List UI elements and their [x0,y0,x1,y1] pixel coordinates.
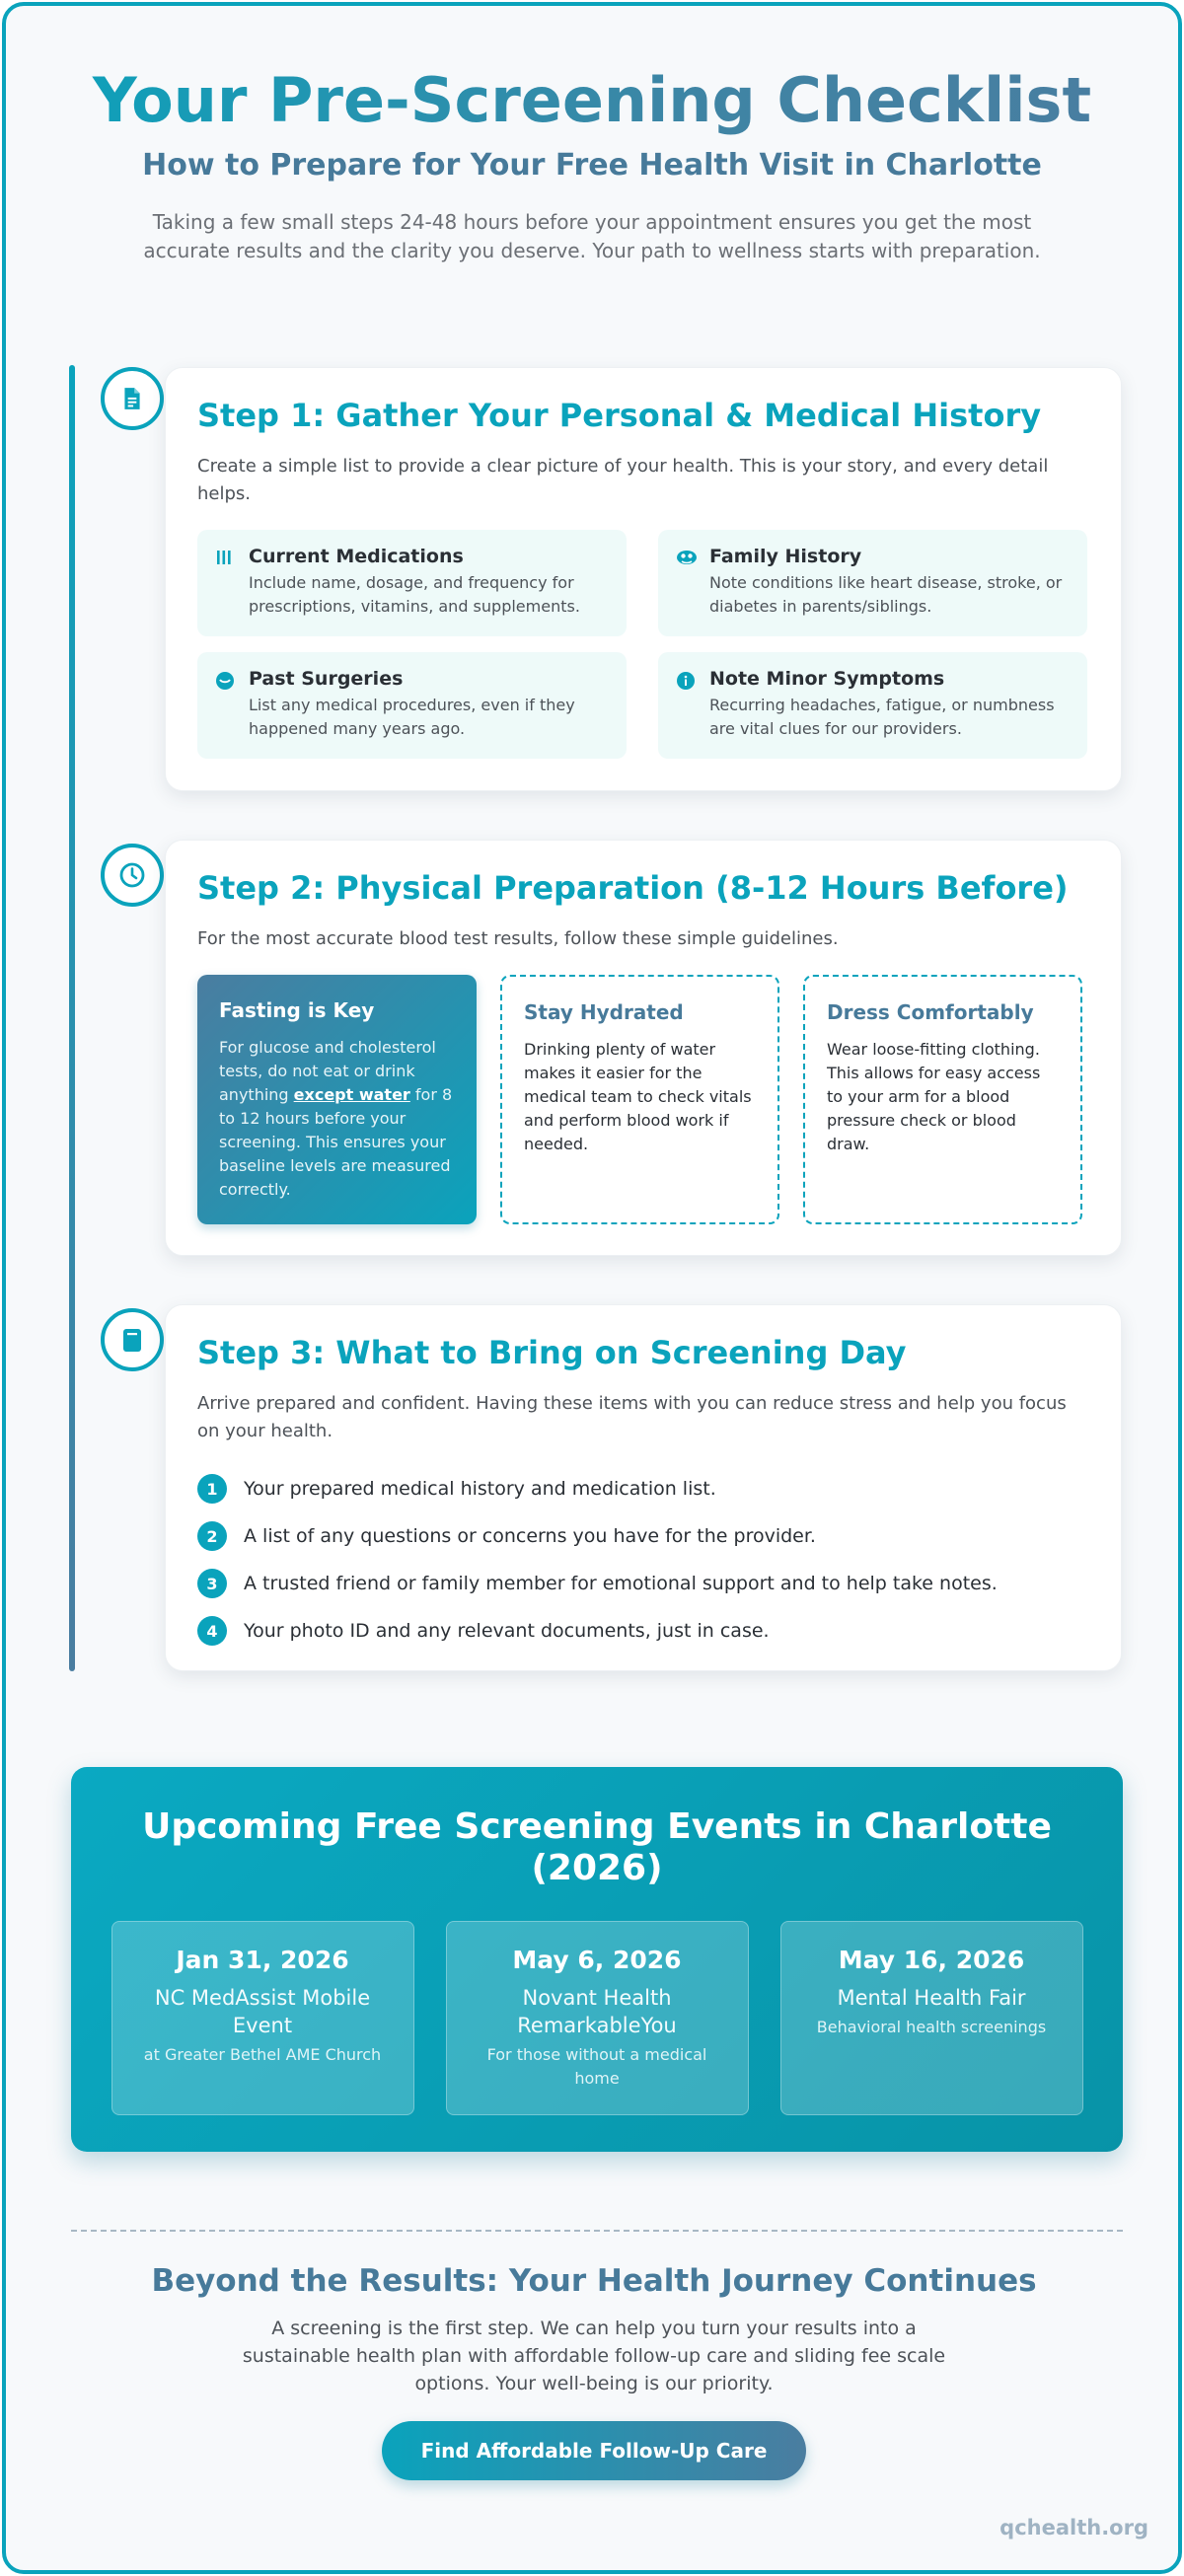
page-title: Your Pre-Screening Checklist [6,63,1178,138]
step2-title: Step 2: Physical Preparation (8-12 Hours Before) [197,869,1069,907]
hydrated-title: Stay Hydrated [524,1000,684,1024]
beyond-section [6,2263,1182,2480]
step1-description: Create a simple list to provide a clear picture of your health. This is your story, and every detail helps. [197,456,1049,504]
event-date: Jan 31, 2026 [176,1946,349,1974]
dress-text: Wear loose-fitting clothing. This allows for easy access to your arm for a blood pressure check or blood draw. [827,1040,1041,1153]
fasting-text-after: for 8 to 12 hours before your screening. This ensures your baseline levels are measured correctly. [219,1085,453,1199]
tile-title: Current Medications [249,546,464,567]
step1-title: Step 1: Gather Your Personal & Medical History [197,397,1042,434]
event-name: Novant Health RemarkableYou [517,1986,677,2037]
tile-family-history [658,530,1087,636]
footer-site: qchealth.org [999,2516,1148,2539]
page-header [6,6,1178,265]
list-item [197,1465,1089,1512]
event-card [111,1921,414,2115]
list-item [197,1560,1089,1607]
event-note: at Greater Bethel AME Church [143,2045,382,2064]
events-row [71,1921,1123,2115]
info-icon [676,668,709,741]
intro-text: Taking a few small steps 24-48 hours before your appointment ensures you get the most accurate results and the clarity you deserve. Your path to wellness starts with preparation. [143,210,1041,262]
dress-title: Dress Comfortably [827,1000,1034,1024]
step1-grid [197,530,1089,759]
event-date: May 16, 2026 [838,1946,1025,1974]
tile-text: Note conditions like heart disease, stroke, or diabetes in parents/siblings. [709,573,1063,616]
event-note: Behavioral health screenings [816,2018,1047,2036]
event-name: Mental Health Fair [837,1986,1026,2010]
list-item [197,1607,1089,1655]
hydrated-text: Drinking plenty of water makes it easier for the medical team to check vitals and perform blood work if needed. [524,1040,752,1153]
family-icon [676,546,709,619]
list-item-text: Your photo ID and any relevant documents, just in case. [244,1620,770,1642]
events-panel [71,1767,1123,2152]
events-title: Upcoming Free Screening Events in Charlotte (2026) [142,1806,1052,1888]
timeline-bar [69,365,75,1671]
step3-title: Step 3: What to Bring on Screening Day [197,1334,907,1371]
tile-text: Include name, dosage, and frequency for prescriptions, vitamins, and supplements. [249,573,580,616]
beyond-text: A screening is the first step. We can help you turn your results into a sustainable health plan with affordable follow-up care and sliding fee scale options. Your well-being is our priority. [242,2318,946,2394]
tile-title: Family History [709,546,862,567]
page-subtitle: How to Prepare for Your Free Health Visit in Charlotte [142,148,1042,183]
event-note: For those without a medical home [486,2045,707,2088]
step2-card [165,840,1122,1256]
list-item-text: A list of any questions or concerns you have for the provider. [244,1525,816,1547]
tile-current-medications [197,530,627,636]
list-number: 1 [197,1474,227,1504]
dress-card [803,975,1082,1224]
section-divider [71,2230,1123,2232]
tile-minor-symptoms [658,652,1087,759]
tile-title: Past Surgeries [249,668,404,690]
fasting-text [219,1036,455,1202]
fasting-title: Fasting is Key [219,998,375,1022]
hydrated-card [500,975,779,1224]
clipboard-icon [101,1308,164,1371]
step3-card [165,1304,1122,1671]
tile-past-surgeries [197,652,627,759]
list-item-text: Your prepared medical history and medication list. [244,1478,716,1500]
list-number: 3 [197,1569,227,1598]
pills-icon [215,546,249,619]
step1-card [165,367,1122,791]
fasting-text-before: For glucose and cholesterol tests, do not eat or drink anything [219,1038,436,1104]
list-item [197,1512,1089,1560]
clock-icon [101,844,164,907]
event-date: May 6, 2026 [512,1946,682,1974]
event-card [446,1921,749,2115]
list-item-text: A trusted friend or family member for emotional support and to help take notes. [244,1573,998,1594]
surgery-icon [215,668,249,741]
tile-text: Recurring headaches, fatigue, or numbness are vital clues for our providers. [709,696,1055,738]
document-icon [101,367,164,430]
fasting-card [197,975,477,1224]
fasting-emphasis: except water [293,1085,410,1104]
tile-title: Note Minor Symptoms [709,668,945,690]
list-number: 4 [197,1616,227,1646]
step2-description: For the most accurate blood test results, follow these simple guidelines. [197,928,839,949]
tile-text: List any medical procedures, even if they happened many years ago. [249,696,575,738]
event-card [780,1921,1083,2115]
event-name: NC MedAssist Mobile Event [154,1986,371,2037]
prep-row [197,975,1089,1224]
beyond-title: Beyond the Results: Your Health Journey Continues [151,2263,1037,2299]
list-number: 2 [197,1521,227,1551]
page-frame [2,2,1182,2574]
step3-description: Arrive prepared and confident. Having these items with you can reduce stress and help you focus on your health. [197,1393,1067,1441]
bring-list [197,1465,1089,1655]
follow-up-care-button[interactable]: Find Affordable Follow-Up Care [382,2421,806,2480]
